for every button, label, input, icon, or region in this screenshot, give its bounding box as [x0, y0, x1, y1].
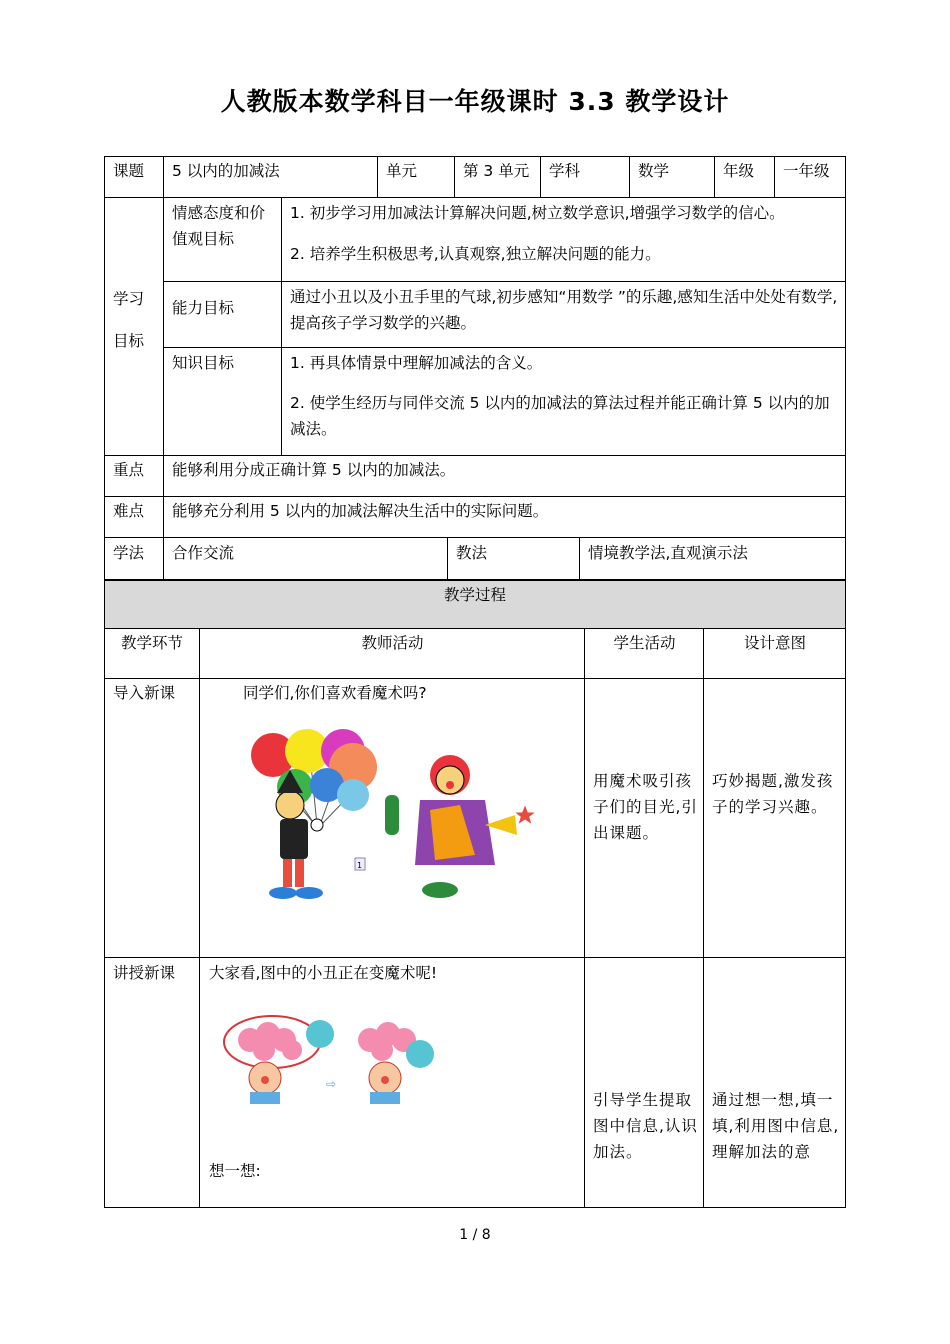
topic-value-text: 5 以内的加减法 — [172, 162, 280, 180]
row2-teacher: 大家看,图中的小丑正在变魔术呢! — [209, 964, 438, 982]
teach-method-value: 情境教学法,直观演示法 — [588, 544, 748, 562]
goal-emotion-line1: 1. 初步学习用加减法计算解决问题,树立数学意识,增强学习数学的信心。 — [290, 204, 785, 222]
difficulty-value: 能够充分利用 5 以内的加减法解决生活中的实际问题。 — [172, 502, 549, 520]
grade-value-text: 一年级 — [783, 162, 830, 180]
col-intent-header: 设计意图 — [743, 634, 806, 652]
unit-label-text: 单元 — [386, 162, 418, 180]
goal-emotion-name: 情感态度和价值观目标 — [172, 204, 266, 248]
subject-value-text: 数学 — [638, 162, 670, 180]
row1-intent: 巧妙揭题,激发孩子的学习兴趣。 — [712, 772, 834, 816]
goal-ability-line1: 通过小丑以及小丑手里的气球,初步感知“用数学 ”的乐趣,感知生活中处处有数学,提高孩子学习数学的兴趣。 — [290, 288, 838, 332]
col-student-header: 学生活动 — [613, 634, 676, 652]
row2-intent: 通过想一想,填一填,利用图中信息,理解加法的意 — [712, 1091, 840, 1161]
key-point-label: 重点 — [113, 461, 145, 479]
goal-emotion-line2: 2. 培养学生积极思考,认真观察,独立解决问题的能力。 — [290, 245, 661, 263]
subject-label-text: 学科 — [549, 162, 581, 180]
row1-stage: 导入新课 — [113, 684, 176, 702]
svg-text:⇨: ⇨ — [326, 1077, 337, 1091]
page-title: 人教版本数学科目一年级课时 3.3 教学设计 — [220, 87, 730, 116]
page-number: 1 / 8 — [459, 1227, 491, 1243]
row2-stage: 讲授新课 — [113, 964, 176, 982]
difficulty-label: 难点 — [113, 502, 145, 520]
study-method-label: 学法 — [113, 544, 145, 562]
row2-teacher-extra: 想一想: — [209, 1162, 261, 1180]
clown-balloons-illustration — [245, 725, 545, 915]
image-tag-text: 1 — [357, 861, 363, 870]
unit-value-text: 第 3 单元 — [463, 162, 530, 180]
clown-magic-illustration — [220, 1010, 450, 1110]
row1-teacher: 同学们,你们喜欢看魔术吗? — [243, 684, 427, 702]
grade-label-text: 年级 — [723, 162, 755, 180]
row1-student: 用魔术吸引孩子们的目光,引出课题。 — [593, 772, 698, 842]
goals-label-line1: 学习 — [113, 290, 145, 308]
goal-knowledge-line1: 1. 再具体情景中理解加减法的含义。 — [290, 354, 543, 372]
topic-label-text: 课题 — [113, 162, 145, 180]
goal-ability-name: 能力目标 — [172, 299, 235, 317]
study-method-value: 合作交流 — [172, 544, 235, 562]
row2-student: 引导学生提取图中信息,认识加法。 — [593, 1091, 698, 1161]
goal-knowledge-line2: 2. 使学生经历与同伴交流 5 以内的加减法的算法过程并能正确计算 5 以内的加减法。 — [290, 394, 830, 438]
balloon-lightblue — [337, 779, 369, 811]
col-stage-header: 教学环节 — [120, 634, 183, 652]
key-point-value: 能够利用分成正确计算 5 以内的加减法。 — [172, 461, 456, 479]
col-teacher-header: 教师活动 — [361, 634, 424, 652]
teach-method-label: 教法 — [456, 544, 488, 562]
goals-label-line2: 目标 — [113, 332, 145, 350]
goal-knowledge-name: 知识目标 — [172, 354, 235, 372]
process-header: 教学过程 — [443, 586, 506, 604]
